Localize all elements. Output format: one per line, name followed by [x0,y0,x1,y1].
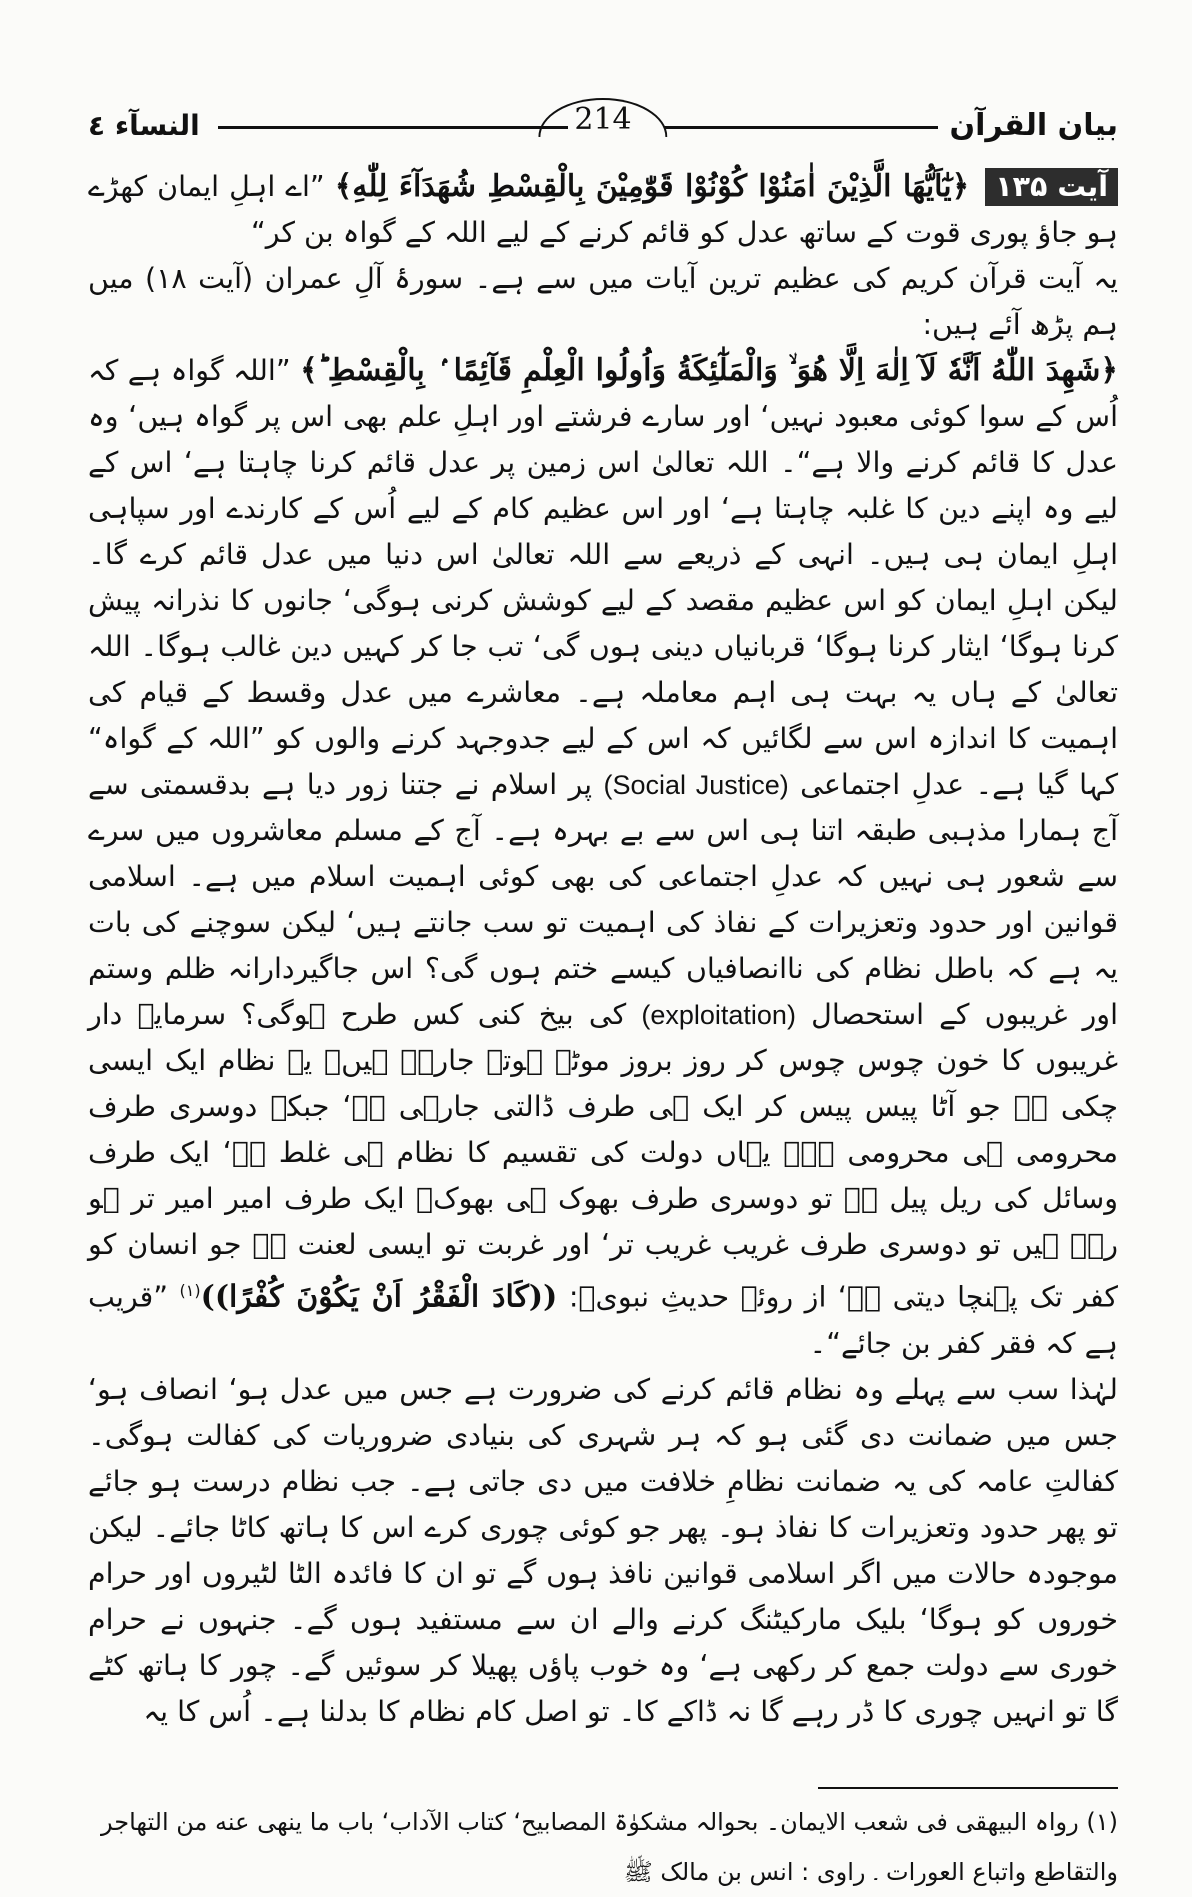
paragraph-2-text: ”اللہ گواہ ہے کہ اُس کے سوا کوئی معبود نہیں‘ اور سارے فرشتے اور اہلِ علم بھی اس پر گواہ ہیں‘ وہ عدل کا قائم کرنے والا ہے“۔ اللہ تعالیٰ اس زمین پر عدل قائم کرنا چاہتا ہے‘ اس کے لیے وہ اپنے دین کا غلبہ چاہتا ہے‘ اور اس عظیم کام کے لیے اُس کے کارندے اور سپاہی اہلِ ایمان ہی ہیں۔ انہی کے ذریعے سے اللہ تعالیٰ اس دنیا میں عدل قائم کرے گا۔ لیکن اہلِ ایمان کو اس عظیم مقصد کے لیے کوشش کرنی ہوگی‘ جانوں کا نذرانہ پیش کرنا ہوگا‘ ایثار کرنا ہوگا‘ قربانیاں دینی ہوں گی‘ تب جا کر کہیں دین غالب ہوگا۔ اللہ تعالیٰ کے ہاں یہ بہت ہی اہم معاملہ ہے۔ معاشرے میں عدل وقسط کے قیام کی اہمیت کا اندازہ اس سے لگائیں کہ اس کے لیے جدوجہد کرنے والوں کو ”اللہ کے گواہ“ کہا گیا ہے۔ عدلِ اجتماعی [88,354,1119,801]
paragraph-2-cont: پر اسلام نے جتنا زور دیا ہے بدقسمتی سے آج ہمارا مذہبی طبقہ اتنا ہی اس سے بے بہرہ ہے۔ آج کے مسلم معاشروں میں سرے سے شعور ہی نہیں کہ عدلِ اجتماعی کی بھی کوئی اہمیت اسلام میں ہے۔ اسلامی قوانین اور حدود وتعزیرات کے نفاذ کی اہمیت تو سب جانتے ہیں‘ لیکن سوچنے کی بات یہ ہے کہ باطل نظام کی ناانصافیاں کیسے ختم ہوں گی؟ اس جاگیردارانہ ظلم وستم اور غریبوں کے استحصال [88,768,1118,1031]
footnotes [88,1797,1118,1897]
header-rule-left [218,126,568,129]
page-number: 214 [538,98,667,137]
footnote-marker: (۱) [179,1281,201,1300]
ayah-translation: ”اے اہلِ ایمان کھڑے ہو جاؤ پوری قوت کے ساتھ عدل کو قائم کرنے کے لیے اللہ کے گواہ بن کر“ [88,170,1118,249]
paragraph-2 [88,348,1118,1367]
term-social-justice: (Social Justice) [603,770,789,800]
ayah-arabic: ﴿يٰٓاَيُّهَا الَّذِيْنَ اٰمَنُوْا كُوْنُوْا قَوّٰمِيْنَ بِالْقِسْطِ شُهَدَآءَ لِلّٰهِ﴾ [334,169,970,204]
hadith-translation: ”قریب ہے کہ فقر کفر بن جائے“۔ [88,1280,1118,1360]
ayah-block [88,164,1118,256]
page-header [88,100,1118,150]
quoted-verse: ﴿شَهِدَ اللّٰهُ اَنَّهٗ لَآ اِلٰهَ اِلَّا هُوَ ۙ وَالْمَلٰٓئِكَةُ وَاُولُوا الْعِلْمِ قَآئِمًا ۢ بِالْقِسْطِ ؕ﴾ [300,353,1118,388]
term-exploitation: (exploitation) [641,1000,796,1030]
footnote-line-1: (۱) رواہ البیھقی فی شعب الایمان۔ بحوالہ مشکوٰۃ المصابیح‘ کتاب الآداب‘ باب ما ینھی عنه من التھاجر [100,1807,1118,1836]
book-page [88,100,1118,1897]
footnote-divider [818,1787,1118,1789]
footnote-line-2: والتقاطع واتباع العورات ۔ راوی : انس بن مالک ﷺ [623,1857,1118,1886]
page-content [88,164,1118,1735]
paragraph-2-cont2: کی بیخ کنی کس طرح ہوگی؟ سرمایہ دار غریبوں کا خون چوس چوس کر روز بروز موٹے ہوتے جارہے ہیں۔ یہ نظام ایک ایسی چکی ہے جو آٹا پیس پیس کر ایک ہی طرف ڈالتی جارہی ہے‘ جبکہ دوسری طرف محرومی ہی محرومی ہے۔ یہاں دولت کی تقسیم کا نظام ہی غلط ہے‘ ایک طرف وسائل کی ریل پیل ہے تو دوسری طرف بھوک ہی بھوک۔ ایک طرف امیر امیر تر ہو رہے ہیں تو دوسری طرف غریب غریب تر‘ اور غربت تو ایسی لعنت ہے جو انسان کو کفر تک پہنچا دیتی ہے‘ از روئے حدیثِ نبویؐ: [88,998,1119,1314]
book-title: بیان القرآن [949,107,1118,143]
surah-name: النسآء ٤ [88,108,200,142]
paragraph-1: یہ آیت قرآن کریم کی عظیم ترین آیات میں سے ہے۔ سورۂ آلِ عمران (آیت ۱۸) میں ہم پڑھ آئے ہیں: [88,262,1118,341]
ayah-label: آیت ۱۳۵ [985,168,1118,206]
paragraph-3: لہٰذا سب سے پہلے وہ نظام قائم کرنے کی ضرورت ہے جس میں عدل ہو‘ انصاف ہو‘ جس میں ضمانت دی گئی ہو کہ ہر شہری کی بنیادی ضروریات کی کفالت ہوگی۔ کفالتِ عامہ کی یہ ضمانت نظامِ خلافت میں دی جاتی ہے۔ جب نظام درست ہو جائے تو پھر حدود وتعزیرات کا نفاذ ہو۔ پھر جو کوئی چوری کرے اس کا ہاتھ کاٹا جائے۔ لیکن موجودہ حالات میں اگر اسلامی قوانین نافذ ہوں گے تو ان کا فائدہ الٹا لٹیروں اور حرام خوروں کو ہوگا‘ بلیک مارکیٹنگ کرنے والے ان سے مستفید ہوں گے۔ جنہوں نے حرام خوری سے دولت جمع کر رکھی ہے‘ وہ خوب پاؤں پھیلا کر سوئیں گے۔ چور کا ہاتھ کٹے گا تو انہیں چوری کا ڈر رہے گا نہ ڈاکے کا۔ تو اصل کام نظام کا بدلنا ہے۔ اُس کا یہ [88,1372,1118,1728]
hadith-arabic: ((كَادَ الْفَقْرُ اَنْ يَكُوْنَ كُفْرًا)) [200,1279,558,1315]
